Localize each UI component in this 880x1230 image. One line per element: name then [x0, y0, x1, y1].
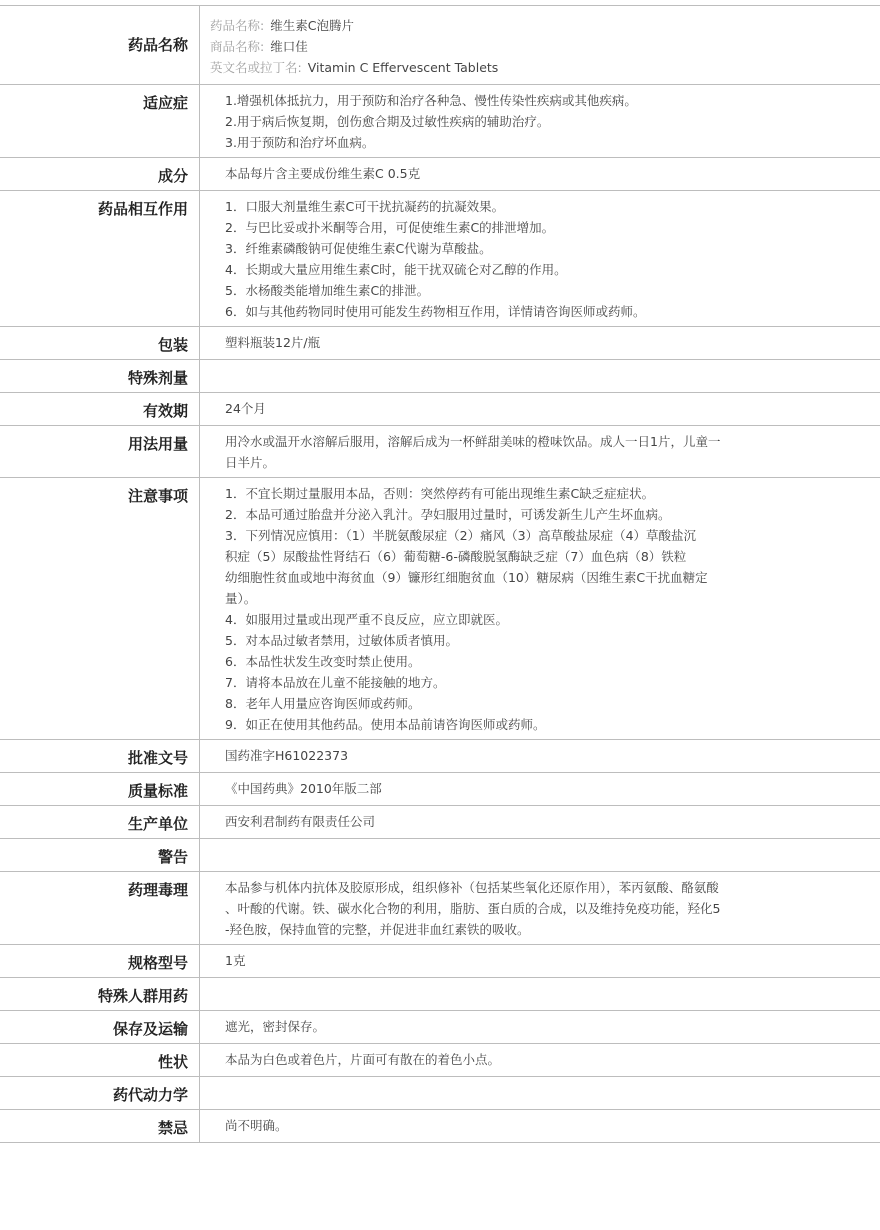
shelf-life-row [0, 393, 880, 426]
english-name-value: Vitamin C Effervescent Tablets [307, 60, 499, 75]
drug-info-table [0, 5, 880, 1143]
content-line: 遮光，密封保存。 [225, 1019, 326, 1034]
package-content [200, 327, 880, 359]
generic-name-value: 维生素C泡腾片 [270, 18, 354, 33]
warning-row [0, 839, 880, 872]
content-line: 《中国药典》2010年版二部 [225, 781, 382, 796]
row-label-specification: 规格型号 [0, 945, 200, 977]
content-line: 6．如与其他药物同时使用可能发生药物相互作用，详情请咨询医师或药师。 [225, 304, 646, 319]
warning-content [200, 839, 880, 871]
specification-row [0, 945, 880, 978]
trade-name-line [210, 36, 790, 57]
content-line: 量）。 [225, 591, 257, 606]
quality-standard-content [200, 773, 880, 805]
row-label-shelf-life: 有效期 [0, 393, 200, 425]
content-line: 7．请将本品放在儿童不能接触的地方。 [225, 675, 446, 690]
dosage-content [200, 426, 880, 477]
content-line: 积症（5）尿酸盐性肾结石（6）葡萄糖-6-磷酸脱氢酶缺乏症（7）血色病（8）铁粒 [225, 549, 687, 564]
row-label-approval-number: 批准文号 [0, 740, 200, 772]
row-label-storage: 保存及运输 [0, 1011, 200, 1043]
ingredients-content [200, 158, 880, 190]
content-line: 3.用于预防和治疗坏血病。 [225, 135, 375, 150]
content-line: 2.用于病后恢复期，创伤愈合期及过敏性疾病的辅助治疗。 [225, 114, 550, 129]
contraindications-row [0, 1110, 880, 1143]
row-label-manufacturer: 生产单位 [0, 806, 200, 838]
storage-content [200, 1011, 880, 1043]
special-populations-row [0, 978, 880, 1011]
row-label-precautions: 注意事项 [0, 478, 200, 739]
content-line: 8．老年人用量应咨询医师或药师。 [225, 696, 421, 711]
content-line: 、叶酸的代谢。铁、碳水化合物的利用，脂肪、蛋白质的合成，以及维持免疫功能，羟化5 [225, 901, 721, 916]
trade-name-value: 维口佳 [270, 39, 308, 54]
content-line: 2．本品可通过胎盘并分泌入乳汁。孕妇服用过量时，可诱发新生儿产生坏血病。 [225, 507, 671, 522]
content-line: 2．与巴比妥或扑米酮等合用，可促使维生素C的排泄增加。 [225, 220, 555, 235]
contraindications-content [200, 1110, 880, 1142]
special-dosage-row [0, 360, 880, 393]
special-populations-content [200, 978, 880, 1010]
quality-standard-row [0, 773, 880, 806]
content-line: 5．水杨酸类能增加维生素C的排泄。 [225, 283, 430, 298]
specification-content [200, 945, 880, 977]
row-label-special-populations: 特殊人群用药 [0, 978, 200, 1010]
row-label-special-dosage: 特殊剂量 [0, 360, 200, 392]
row-label-warning: 警告 [0, 839, 200, 871]
content-line: 3．纤维素磷酸钠可促使维生素C代谢为草酸盐。 [225, 241, 492, 256]
pharmacology-row [0, 872, 880, 945]
content-line: 24个月 [225, 401, 266, 416]
row-label-contraindications: 禁忌 [0, 1110, 200, 1142]
content-line: 4．长期或大量应用维生素C时，能干扰双硫仑对乙醇的作用。 [225, 262, 567, 277]
content-line: 本品为白色或着色片，片面可有散在的着色小点。 [225, 1052, 501, 1067]
generic-name-line [210, 15, 790, 36]
manufacturer-row [0, 806, 880, 839]
indications-row [0, 85, 880, 158]
content-line: 幼细胞性贫血或地中海贫血（9）镰形红细胞贫血（10）糖尿病（因维生素C干扰血糖定 [225, 570, 708, 585]
english-name-key: 英文名或拉丁名: [210, 60, 302, 75]
approval-number-content [200, 740, 880, 772]
content-line: 本品参与机体内抗体及胶原形成，组织修补（包括某些氧化还原作用），苯丙氨酸、酪氨酸 [225, 880, 719, 895]
pharmacokinetics-content [200, 1077, 880, 1109]
row-label-package: 包装 [0, 327, 200, 359]
drug-name-row [0, 6, 880, 85]
trade-name-key: 商品名称: [210, 39, 265, 54]
row-label-ingredients: 成分 [0, 158, 200, 190]
package-row [0, 327, 880, 360]
interactions-row [0, 191, 880, 327]
row-label-interactions: 药品相互作用 [0, 191, 200, 326]
appearance-row [0, 1044, 880, 1077]
row-label-drug-name: 药品名称 [0, 6, 200, 84]
row-label-indications: 适应症 [0, 85, 200, 157]
row-label-quality-standard: 质量标准 [0, 773, 200, 805]
content-line: 1．不宜长期过量服用本品，否则：突然停药有可能出现维生素C缺乏症症状。 [225, 486, 655, 501]
dosage-row [0, 426, 880, 478]
content-line: 4．如服用过量或出现严重不良反应，应立即就医。 [225, 612, 508, 627]
precautions-content [200, 478, 880, 739]
content-line: 1克 [225, 953, 246, 968]
content-line: 6．本品性状发生改变时禁止使用。 [225, 654, 421, 669]
approval-number-row [0, 740, 880, 773]
special-dosage-content [200, 360, 880, 392]
english-name-line [210, 57, 790, 78]
storage-row [0, 1011, 880, 1044]
content-line: -羟色胺，保持血管的完整，并促进非血红素铁的吸收。 [225, 922, 530, 937]
row-label-appearance: 性状 [0, 1044, 200, 1076]
row-label-dosage: 用法用量 [0, 426, 200, 477]
row-label-pharmacokinetics: 药代动力学 [0, 1077, 200, 1109]
content-line: 尚不明确。 [225, 1118, 288, 1133]
content-line: 西安利君制药有限责任公司 [225, 814, 376, 829]
interactions-content [200, 191, 880, 326]
pharmacology-content [200, 872, 880, 944]
row-label-pharmacology: 药理毒理 [0, 872, 200, 944]
manufacturer-content [200, 806, 880, 838]
content-line: 国药准字H61022373 [225, 748, 349, 763]
drug-name-cell [200, 6, 880, 84]
content-line: 塑料瓶装12片/瓶 [225, 335, 321, 350]
content-line: 本品每片含主要成份维生素C 0.5克 [225, 166, 421, 181]
indications-content [200, 85, 880, 157]
precautions-row [0, 478, 880, 740]
ingredients-row [0, 158, 880, 191]
generic-name-key: 药品名称: [210, 18, 265, 33]
shelf-life-content [200, 393, 880, 425]
content-line: 1.增强机体抵抗力，用于预防和治疗各种急、慢性传染性疾病或其他疾病。 [225, 93, 637, 108]
appearance-content [200, 1044, 880, 1076]
content-line: 1．口服大剂量维生素C可干扰抗凝药的抗凝效果。 [225, 199, 505, 214]
content-line: 用冷水或温开水溶解后服用，溶解后成为一杯鲜甜美味的橙味饮品。成人一日1片，儿童一 [225, 434, 721, 449]
pharmacokinetics-row [0, 1077, 880, 1110]
content-line: 5．对本品过敏者禁用，过敏体质者慎用。 [225, 633, 458, 648]
content-line: 9．如正在使用其他药品。使用本品前请咨询医师或药师。 [225, 717, 546, 732]
content-line: 3．下列情况应慎用：（1）半胱氨酸尿症（2）痛风（3）高草酸盐尿症（4）草酸盐沉 [225, 528, 697, 543]
content-line: 日半片。 [225, 455, 276, 470]
